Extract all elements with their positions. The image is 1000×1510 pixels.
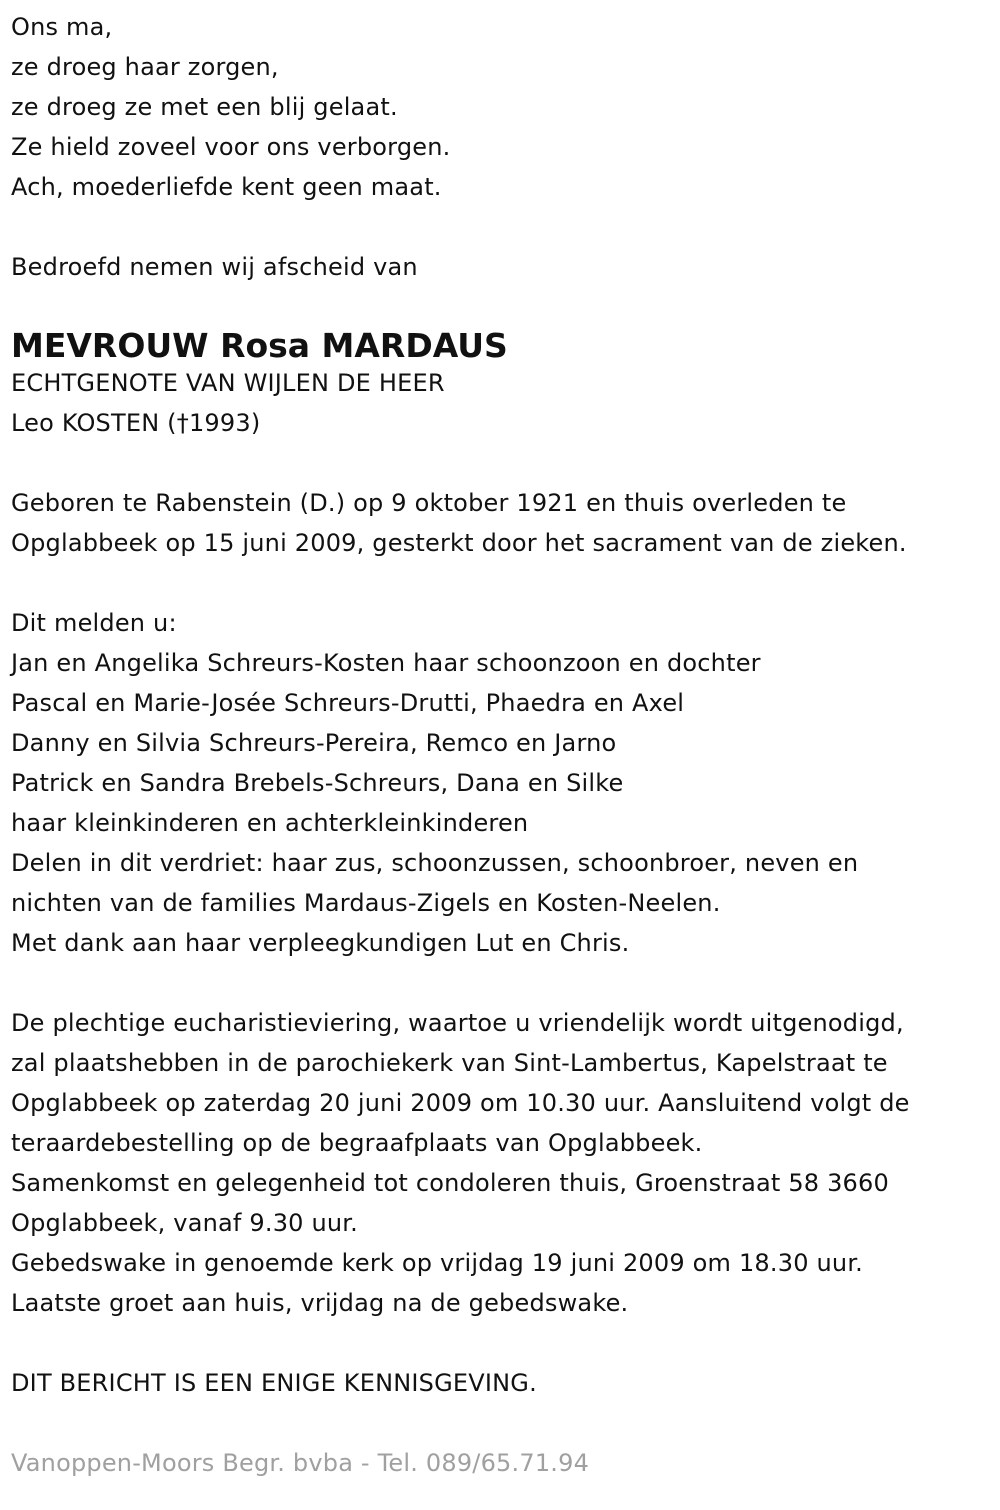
family-line: Dit melden u: [11, 609, 177, 637]
poem-line: Ze hield zoveel voor ons verborgen. [11, 133, 451, 161]
ceremony-line: Gebedswake in genoemde kerk op vrijdag 19 juni 2009 om 18.30 uur. [11, 1249, 864, 1277]
poem-line: Ach, moederliefde kent geen maat. [11, 173, 442, 201]
deceased-block [11, 323, 1000, 443]
spacer [11, 1323, 1000, 1363]
deceased-relation: ECHTGENOTE VAN WIJLEN DE HEER [11, 369, 445, 397]
poem-line: ze droeg haar zorgen, [11, 53, 279, 81]
ceremony-line: teraardebestelling op de begraafplaats van Opglabbeek. [11, 1129, 703, 1157]
spacer [11, 443, 1000, 483]
intro-text: Bedroefd nemen wij afscheid van [11, 253, 418, 281]
spacer [11, 1403, 1000, 1443]
ceremony-line: Samenkomst en gelegenheid tot condoleren thuis, Groenstraat 58 3660 [11, 1169, 889, 1197]
ceremony-info [11, 1003, 1000, 1323]
family-line: Delen in dit verdriet: haar zus, schoonzussen, schoonbroer, neven en [11, 849, 859, 877]
poem-line: Ons ma, [11, 13, 113, 41]
deceased-spouse: Leo KOSTEN (†1993) [11, 409, 261, 437]
birth-death-info [11, 483, 1000, 563]
family-list [11, 603, 1000, 963]
ceremony-line: Opglabbeek op zaterdag 20 juni 2009 om 10.30 uur. Aansluitend volgt de [11, 1089, 910, 1117]
family-line: Danny en Silvia Schreurs-Pereira, Remco en Jarno [11, 729, 617, 757]
info-line: Opglabbeek op 15 juni 2009, gesterkt door het sacrament van de zieken. [11, 529, 907, 557]
ceremony-line: zal plaatshebben in de parochiekerk van Sint-Lambertus, Kapelstraat te [11, 1049, 888, 1077]
family-line: nichten van de families Mardaus-Zigels en Kosten-Neelen. [11, 889, 721, 917]
spacer [11, 563, 1000, 603]
family-line: Patrick en Sandra Brebels-Schreurs, Dana en Silke [11, 769, 624, 797]
family-line: Pascal en Marie-Josée Schreurs-Drutti, Phaedra en Axel [11, 689, 685, 717]
ceremony-line: Laatste groet aan huis, vrijdag na de gebedswake. [11, 1289, 629, 1317]
ceremony-line: Opglabbeek, vanaf 9.30 uur. [11, 1209, 358, 1237]
family-line: haar kleinkinderen en achterkleinkinderen [11, 809, 529, 837]
notice-text: DIT BERICHT IS EEN ENIGE KENNISGEVING. [11, 1369, 537, 1397]
spacer [11, 207, 1000, 247]
ceremony-line: De plechtige eucharistieviering, waartoe u vriendelijk wordt uitgenodigd, [11, 1009, 904, 1037]
family-line: Jan en Angelika Schreurs-Kosten haar schoonzoon en dochter [11, 649, 761, 677]
family-line: Met dank aan haar verpleegkundigen Lut en Chris. [11, 929, 630, 957]
info-line: Geboren te Rabenstein (D.) op 9 oktober 1921 en thuis overleden te [11, 489, 847, 517]
deceased-name: MEVROUW Rosa MARDAUS [11, 326, 508, 365]
spacer [11, 287, 1000, 327]
poem-line: ze droeg ze met een blij gelaat. [11, 93, 398, 121]
spacer [11, 963, 1000, 1003]
poem [11, 7, 1000, 207]
funeral-home-footer: Vanoppen-Moors Begr. bvba - Tel. 089/65.71.94 [11, 1449, 590, 1477]
